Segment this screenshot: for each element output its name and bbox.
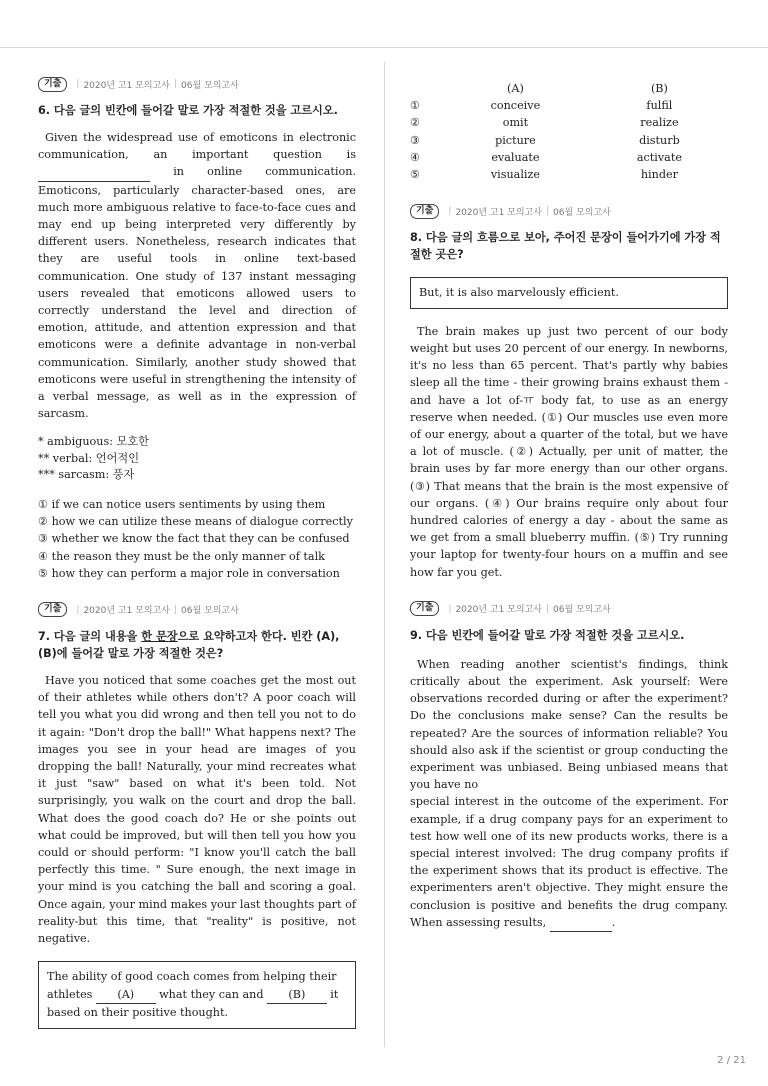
q6-choices bbox=[38, 496, 356, 582]
choice-item: ① if we can notice users sentiments by using them bbox=[38, 497, 326, 511]
q9-title: 9. 다음 빈칸에 들어갈 말로 가장 적절한 것을 고르시오. bbox=[410, 628, 685, 642]
option-num: ⑤ bbox=[410, 168, 421, 182]
q6-tagline bbox=[38, 76, 356, 92]
left-column bbox=[38, 76, 356, 1029]
note-item: ** verbal: 언어적인 bbox=[38, 451, 139, 465]
choice-item: ④ the reason they must be the only manner of talk bbox=[38, 549, 325, 563]
options-head-b: (B) bbox=[650, 82, 668, 95]
q6-badge: 기출 bbox=[38, 77, 67, 92]
q7-summary-a: The ability of good coach comes from helping their athletes bbox=[47, 970, 337, 1001]
q6-passage bbox=[38, 129, 356, 422]
options-row bbox=[410, 132, 728, 149]
q7-source: 2020년 고1 모의고사 bbox=[83, 606, 170, 617]
separator: | bbox=[448, 603, 452, 614]
choice-item: ② how we can utilize these means of dialogue correctly bbox=[38, 515, 353, 529]
column-divider bbox=[384, 62, 385, 1047]
option-a: picture bbox=[495, 133, 536, 147]
options-row bbox=[410, 166, 728, 183]
q9-passage-end: . bbox=[611, 915, 616, 929]
header-rule bbox=[0, 47, 768, 48]
separator: | bbox=[76, 79, 80, 89]
options-header-num bbox=[410, 80, 440, 97]
option-num: ① bbox=[410, 99, 421, 113]
q7-summary-b: what they can and bbox=[159, 987, 264, 1001]
separator: | bbox=[173, 79, 178, 89]
blank-b-label: (B) bbox=[288, 987, 306, 1001]
q9-passage-part1: When reading another scientist's findings, think critically about the experiment. Ask yourself: Were observations recorded during or after the experiment? Do the conclusions make sense? Can the results be repeated? Are the sources of information reliable? You should also ask if the scientist or group conducting the experiment was unbiased. Being unbiased means that you have no bbox=[410, 657, 728, 792]
q9-passage-continued bbox=[410, 793, 728, 932]
option-b: activate bbox=[636, 150, 682, 164]
q8-title: 8. 다음 글의 흐름으로 보아, 주어진 문장이 들어가기에 가장 적절한 곳은? bbox=[410, 231, 721, 262]
q8-given-sentence-box bbox=[410, 277, 728, 309]
q8-month: 06월 모의고사 bbox=[553, 207, 611, 218]
q8-source: 2020년 고1 모의고사 bbox=[455, 207, 542, 218]
option-a: conceive bbox=[490, 99, 541, 113]
q9-badge: 기출 bbox=[410, 601, 439, 616]
option-a: evaluate bbox=[491, 150, 540, 164]
option-b: fulfil bbox=[646, 99, 673, 113]
options-header bbox=[410, 80, 728, 97]
q6-month: 06월 모의고사 bbox=[181, 80, 239, 91]
option-a: omit bbox=[502, 116, 529, 130]
separator: | bbox=[448, 206, 452, 217]
options-head-a: (A) bbox=[507, 82, 524, 95]
q6-notes bbox=[38, 434, 356, 484]
q8-tagline bbox=[410, 203, 728, 219]
separator: | bbox=[173, 604, 178, 615]
q7-summary-c: it based on their positive thought. bbox=[47, 987, 339, 1020]
option-num: ③ bbox=[410, 133, 421, 147]
q7-tagline bbox=[38, 602, 356, 618]
q7-blank-a bbox=[96, 986, 156, 1005]
q6-blank bbox=[38, 163, 150, 181]
option-b: disturb bbox=[639, 133, 680, 147]
q6-title: 6. 다음 글의 빈칸에 들어갈 말로 가장 적절한 것을 고르시오. bbox=[38, 104, 338, 117]
note-item: *** sarcasm: 풍자 bbox=[38, 468, 135, 482]
separator: | bbox=[545, 206, 550, 217]
q9-passage bbox=[410, 656, 728, 794]
option-b: hinder bbox=[640, 168, 678, 182]
q7-badge: 기출 bbox=[38, 602, 67, 617]
q7-blank-b bbox=[267, 986, 327, 1005]
q6-source: 2020년 고1 모의고사 bbox=[83, 80, 170, 91]
q9-passage-part2: special interest in the outcome of the experiment. For example, if a drug company pays for an experiment to test how well one of its new products works, there is a special interest involved: The drug company profits if the experiment shows that its product is effective. The experimenters aren't objective. They might ensure the conclusion is positive and benefits the drug company. When assessing results, bbox=[410, 795, 728, 929]
q9-month: 06월 모의고사 bbox=[553, 605, 611, 616]
option-a: visualize bbox=[490, 168, 540, 182]
choice-item: ③ whether we know the fact that they can be confused bbox=[38, 532, 350, 546]
q9-tagline bbox=[410, 601, 728, 617]
separator: | bbox=[545, 603, 550, 614]
q7-summary-box bbox=[38, 961, 356, 1029]
separator: | bbox=[76, 604, 80, 615]
q7-passage: Have you noticed that some coaches get the most out of their athletes while others don't? A poor coach will tell you what you did wrong and then tell you not to do it again: "Don't drop the ball!" What happens next? The images you see in your head are images of you dropping the ball! Naturally, your mind recreates what it just "saw" based on what it's been told. Not surprisingly, you walk on the court and drop the ball. What does the good coach do? He or she points out what could be improved, but will then tell you how you could or should perform: "I know you'll catch the ball perfectly this time. " Sure enough, the next image in your mind is you catching the ball and scoring a goal. Once again, your mind makes your last thoughts part of reality-but this time, that "reality" is positive, not negative. bbox=[38, 673, 356, 946]
options-row bbox=[410, 97, 728, 114]
q7-options-table bbox=[410, 80, 728, 183]
options-row bbox=[410, 114, 728, 131]
q8-passage: The brain makes up just two percent of our body weight but uses 20 percent of our energy. In newborns, it's no less than 65 percent. That's partly why babies sleep all the time - their growing brains exhaust them - and have a lot of-ㅠ body fat, to use as an energy reserve when needed. (①) Our muscles use even more of our energy, about a quarter of the total, but we have a lot of muscle. (②) Actually, per unit of matter, the brain uses by far more energy than our other organs. (③) That means that the brain is the most expensive of our organs. (④) Our brains require only about four hundred calories of energy a day - about the same as we get from a small blueberry muffin. (⑤) Try running your laptop for twenty-four hours on a muffin and see how far you get. bbox=[410, 324, 728, 579]
q7-title-underlined: 한 문장 bbox=[141, 629, 178, 643]
option-b: realize bbox=[640, 116, 679, 130]
q7-title bbox=[38, 628, 356, 662]
options-row bbox=[410, 149, 728, 166]
q9-blank bbox=[550, 914, 612, 932]
q8-badge: 기출 bbox=[410, 204, 439, 219]
q7-title-b: 으로 요약하고자 한다. 빈칸 (A), (B)에 들어갈 말로 가장 적절한 것은? bbox=[38, 629, 340, 660]
q9-source: 2020년 고1 모의고사 bbox=[455, 605, 542, 616]
note-item: * ambiguous: 모호한 bbox=[38, 435, 149, 449]
right-column bbox=[410, 80, 728, 932]
option-num: ④ bbox=[410, 150, 421, 164]
option-num: ② bbox=[410, 116, 421, 130]
choice-item: ⑤ how they can perform a major role in conversation bbox=[38, 566, 340, 580]
q7-month: 06월 모의고사 bbox=[181, 606, 239, 617]
q6-passage-part1: Given the widespread use of emoticons in electronic communication, an important question is bbox=[38, 131, 356, 162]
blank-a-label: (A) bbox=[117, 987, 135, 1001]
q8-given-sentence: But, it is also marvelously efficient. bbox=[419, 286, 619, 300]
q7-title-a: 7. 다음 글의 내용을 bbox=[38, 629, 142, 643]
page-number: 2 / 21 bbox=[717, 1055, 746, 1066]
q6-passage-part2: in online communication. Emoticons, particularly character-based ones, are much more ambiguous relative to face-to-face cues and may end up being interpreted very differently by different users. Nonetheless, research indicates that they are useful tools in online text-based communication. One study of 137 instant messaging users revealed that emoticons allowed users to correctly understand the level and direction of emotion, attitude, and attention expression and that emoticons were a definite advantage in non-verbal communication. Similarly, another study showed that emoticons were useful in strengthening the intensity of a verbal message, as well as in the expression of sarcasm. bbox=[38, 165, 357, 421]
